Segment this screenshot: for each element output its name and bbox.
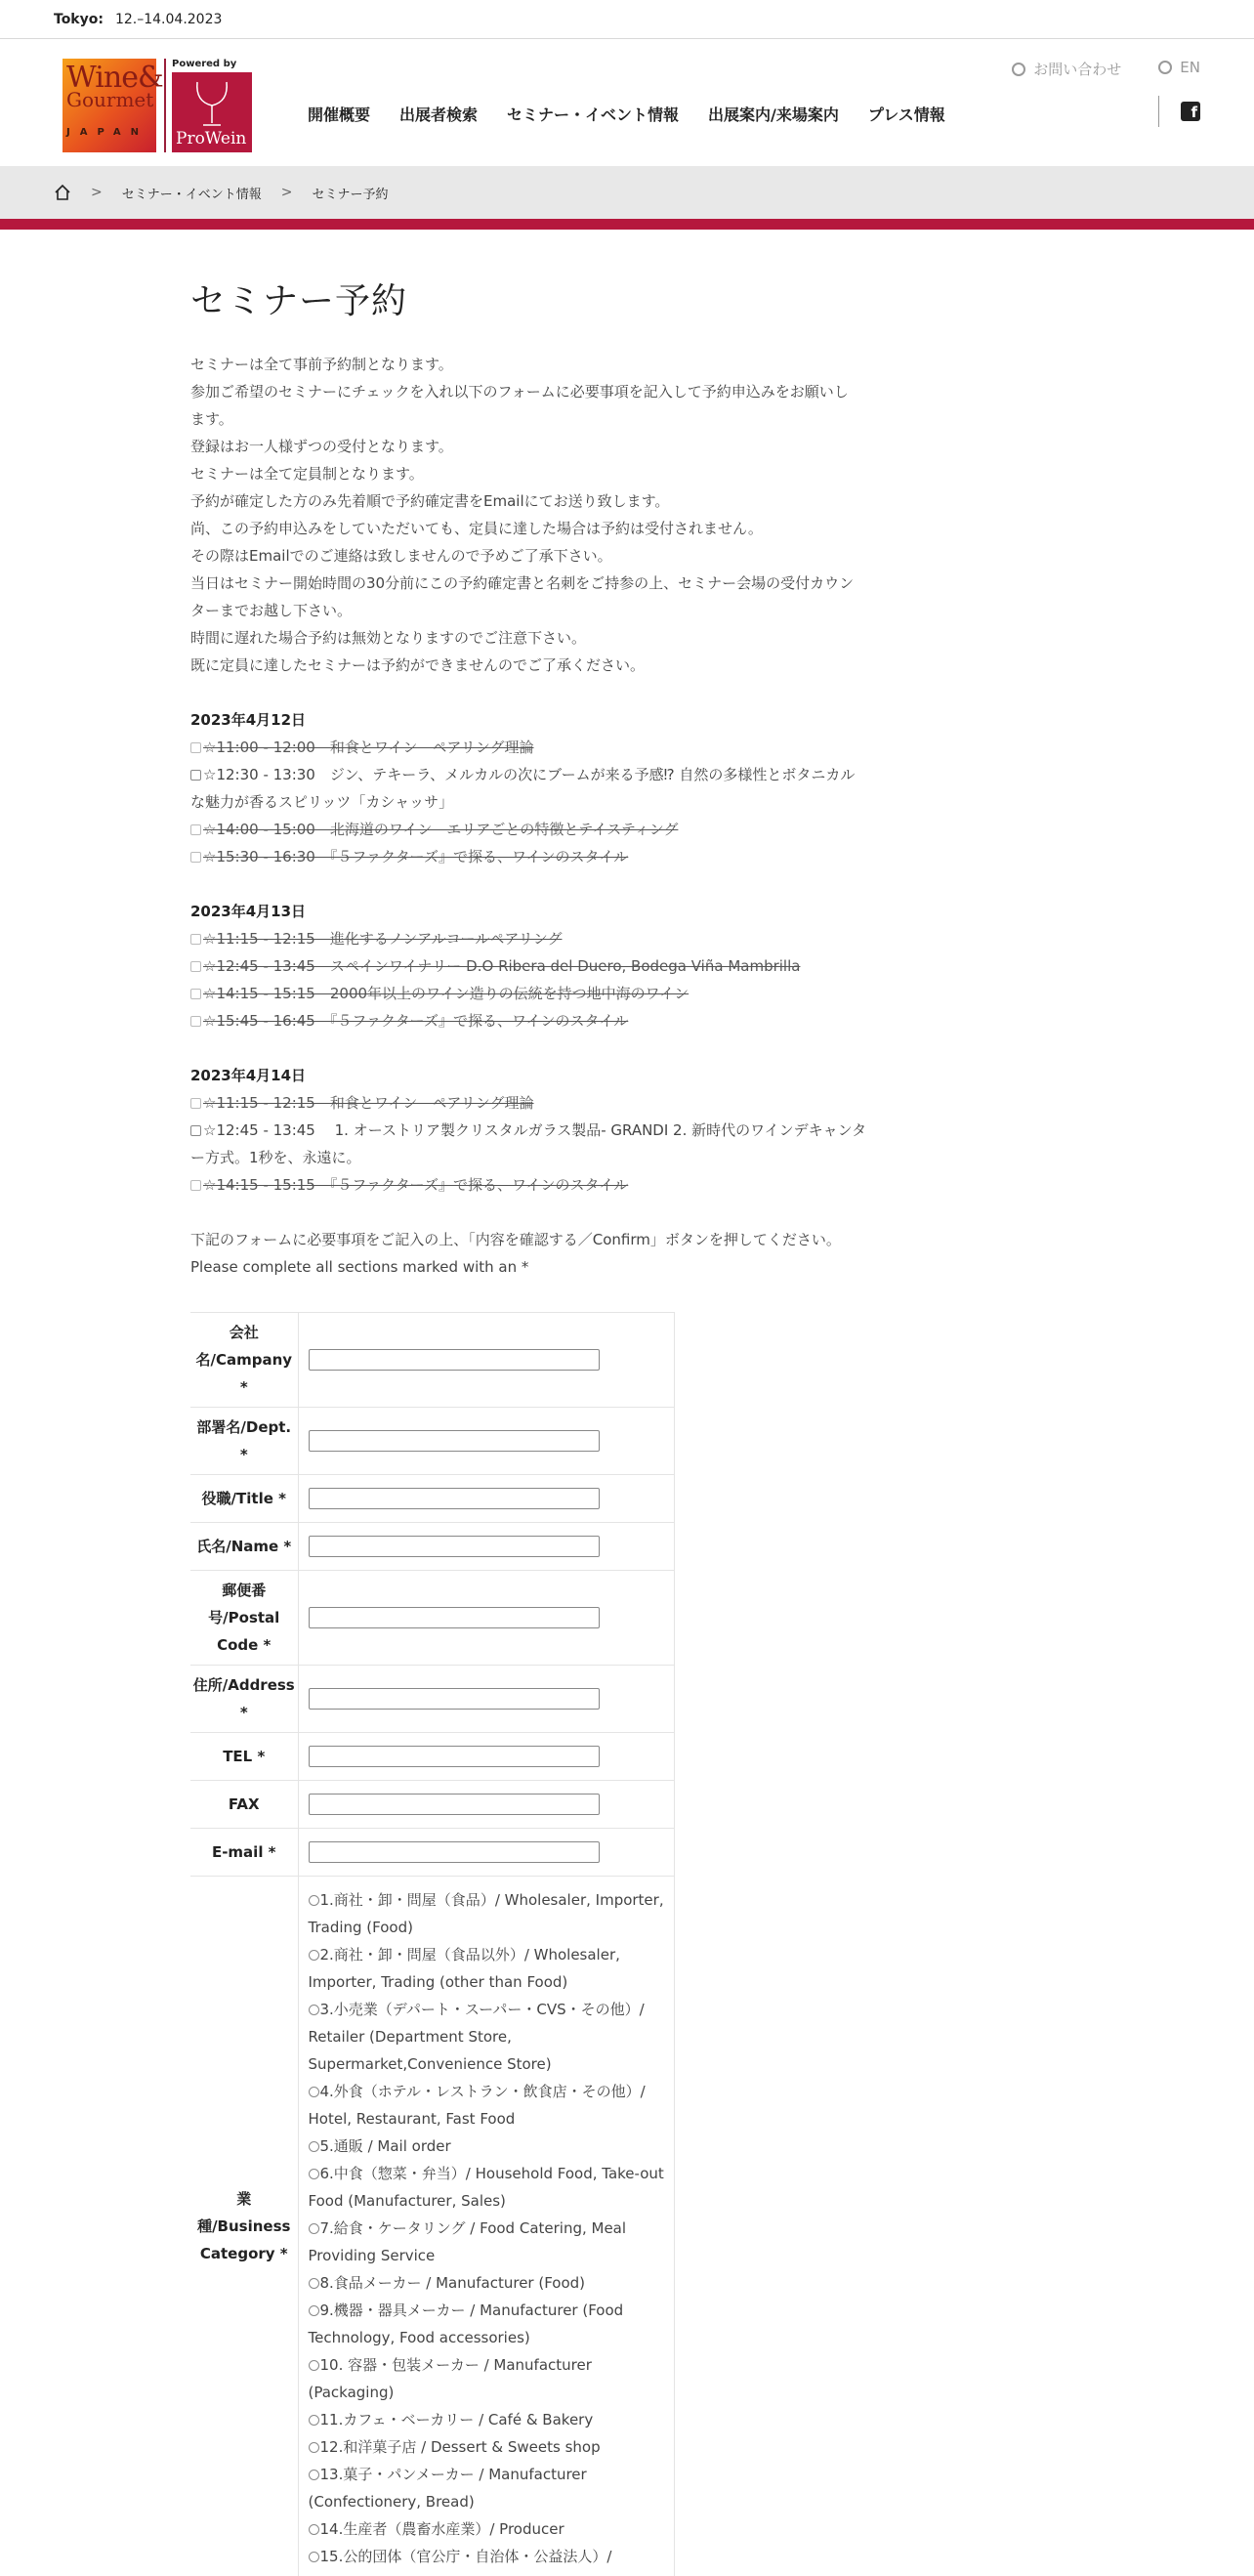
logo-japan-text: JAPAN — [66, 127, 148, 138]
main-nav — [308, 103, 945, 125]
page-title: セミナー予約 — [190, 274, 903, 323]
business-option[interactable] — [309, 2461, 665, 2515]
seminar-item-full — [190, 816, 903, 843]
breadcrumb — [0, 166, 1254, 219]
intro-text — [190, 351, 903, 679]
option-label: 6.中食（惣菜・弁当）/ Household Food, Take-out Food (Manufacturer, Sales) — [309, 2165, 664, 2210]
form-row — [190, 1408, 675, 1475]
field-label: 部署名/Dept. * — [190, 1408, 298, 1475]
seminar-item-full — [190, 843, 903, 870]
name-input[interactable] — [309, 1536, 600, 1557]
seminar-text: ☆11:15 - 12:15 進化するノンアルコールペアリング — [203, 930, 562, 948]
city-label: Tokyo: — [54, 12, 104, 27]
business-option[interactable] — [309, 2543, 665, 2570]
schedule-date: 2023年4月12日 — [190, 706, 903, 734]
instructions-line: Please complete all sections marked with an * — [190, 1253, 903, 1281]
radio-button[interactable] — [309, 2552, 319, 2562]
business-option[interactable] — [309, 2297, 665, 2351]
site-header — [0, 39, 1254, 166]
field-label: 郵便番号/Postal Code * — [190, 1571, 298, 1666]
option-label: 12.和洋菓子店 / Dessert & Sweets shop — [320, 2438, 601, 2456]
field-label: 会社名/Campany * — [190, 1313, 298, 1408]
business-option[interactable] — [309, 2515, 665, 2543]
radio-button[interactable] — [309, 1950, 319, 1961]
powered-by-text: Powered by — [172, 59, 252, 69]
breadcrumb-separator: > — [281, 185, 293, 200]
field-label: 役職/Title * — [190, 1475, 298, 1523]
seminar-text: ☆14:15 - 15:15 2000年以上のワイン造りの伝統を持つ地中海のワイン — [203, 985, 689, 1002]
form-row — [190, 1829, 675, 1877]
radio-button[interactable] — [309, 2169, 319, 2179]
business-option[interactable] — [309, 2269, 665, 2297]
business-option[interactable] — [309, 2133, 665, 2160]
radio-button[interactable] — [309, 2005, 319, 2015]
seminar-item-full — [190, 1089, 903, 1117]
option-label: 14.生産者（農畜水産業）/ Producer — [320, 2520, 564, 2538]
form-row — [190, 1523, 675, 1571]
main-content — [190, 274, 903, 2576]
option-label: 5.通販 / Mail order — [320, 2137, 451, 2155]
contact-label: お問い合わせ — [1033, 61, 1121, 78]
option-label: 2.商社・卸・問屋（食品以外）/ Wholesaler, Importer, Trading (other than Food) — [309, 1946, 620, 1991]
seminar-checkbox-disabled — [190, 824, 201, 835]
seminar-checkbox-disabled — [190, 742, 201, 753]
at-icon — [1012, 63, 1025, 76]
option-label: 7.給食・ケータリング / Food Catering, Meal Providing Service — [309, 2219, 627, 2264]
intro-line: セミナーは全て定員制となります。 — [190, 460, 903, 487]
business-option[interactable] — [309, 2160, 665, 2215]
intro-line: 既に定員に達したセミナーは予約ができませんのでご了承ください。 — [190, 652, 903, 679]
logo-gourmet-text: Gourmet — [66, 88, 153, 111]
option-label: 1.商社・卸・問屋（食品）/ Wholesaler, Importer, Trading (Food) — [309, 1891, 664, 1936]
intro-line: その際はEmailでのご連絡は致しませんので予めご了承下さい。 — [190, 542, 903, 570]
radio-button[interactable] — [309, 2442, 319, 2453]
wine-glass-icon — [193, 80, 230, 129]
business-option[interactable] — [309, 1996, 665, 2078]
intro-line: セミナーは全て事前予約制となります。 — [190, 351, 903, 378]
field-label: 氏名/Name * — [190, 1523, 298, 1571]
field-label: TEL * — [190, 1733, 298, 1781]
form-row — [190, 1571, 675, 1666]
seminar-item-full — [190, 734, 903, 761]
seminar-text: ☆14:00 - 15:00 北海道のワイン エリアごとの特徴とテイスティング — [203, 821, 678, 838]
seminar-text: ☆12:45 - 13:45 1. オーストリア製クリスタルガラス製品- GRANDI 2. 新時代のワインデキャンタ — [203, 1121, 866, 1139]
nav-divider — [1158, 96, 1159, 127]
radio-button[interactable] — [309, 2278, 319, 2289]
site-logo[interactable] — [63, 59, 252, 152]
business-option[interactable] — [309, 2406, 665, 2433]
seminar-text: ☆15:45 - 16:45 『５ファクターズ』で探る、ワインのスタイル — [203, 1012, 628, 1030]
postal-code-input[interactable] — [309, 1607, 600, 1628]
radio-button[interactable] — [309, 1895, 319, 1906]
home-icon[interactable] — [54, 184, 71, 201]
radio-button[interactable] — [309, 2087, 319, 2097]
contact-link[interactable] — [1012, 59, 1121, 79]
option-label: 13.菓子・パンメーカー / Manufacturer (Confectionery, Bread) — [309, 2466, 587, 2511]
intro-line: ます。 — [190, 405, 903, 433]
email-input[interactable] — [309, 1841, 600, 1863]
radio-button[interactable] — [309, 2223, 319, 2234]
seminar-item[interactable] — [190, 1117, 903, 1171]
option-label: 11.カフェ・ベーカリー / Café & Bakery — [320, 2411, 594, 2428]
address-input[interactable] — [309, 1688, 600, 1710]
form-row — [190, 1475, 675, 1523]
seminar-text: ☆12:45 - 13:45 スペインワイナリー D.O Ribera del Duero, Bodega Viña Mambrilla — [203, 957, 800, 975]
seminar-checkbox[interactable] — [190, 770, 201, 781]
radio-button[interactable] — [309, 2305, 319, 2316]
seminar-item-full — [190, 1007, 903, 1035]
seminar-text: ☆11:00 - 12:00 和食とワイン ペアリング理論 — [203, 739, 534, 756]
nav-item-seminars-events[interactable]: セミナー・イベント情報 — [507, 103, 679, 125]
instructions-line: 下記のフォームに必要事項をご記入の上、「内容を確認する／Confirm」ボタンを押してください。 — [190, 1226, 903, 1253]
schedule-date: 2023年4月13日 — [190, 898, 903, 925]
form-instructions — [190, 1226, 903, 1281]
language-label: EN — [1180, 59, 1200, 76]
seminar-text: ☆12:30 - 13:30 ジン、テキーラ、メルカルの次にブームが来る予感⁉ 自然の多様性とボタニカル — [203, 766, 855, 783]
seminar-checkbox-disabled — [190, 1016, 201, 1027]
business-option[interactable] — [309, 1886, 665, 1941]
logo-divider — [164, 59, 166, 152]
accent-bar — [0, 219, 1254, 230]
nav-item-press[interactable]: プレス情報 — [868, 103, 945, 125]
business-option[interactable] — [309, 1941, 665, 1996]
wine-gourmet-logo — [63, 59, 156, 152]
intro-line: 時間に遅れた場合予約は無効となりますのでご注意下さい。 — [190, 624, 903, 652]
option-label: 9.機器・器具メーカー / Manufacturer (Food Technology, Food accessories) — [309, 2302, 624, 2346]
schedule-date: 2023年4月14日 — [190, 1062, 903, 1089]
seminar-item-full — [190, 980, 903, 1007]
seminar-item-full — [190, 1171, 903, 1199]
intro-line: 予約が確定した方のみ先着順で予約確定書をEmailにてお送り致します。 — [190, 487, 903, 515]
prowein-text: ProWein — [176, 129, 246, 148]
registration-form — [190, 1312, 675, 2576]
seminar-text: ☆14:15 - 15:15 『５ファクターズ』で探る、ワインのスタイル — [203, 1176, 628, 1194]
breadcrumb-current: セミナー予約 — [312, 184, 388, 202]
form-row-business — [190, 1877, 675, 2576]
seminar-checkbox-disabled — [190, 961, 201, 972]
field-label: FAX — [190, 1781, 298, 1829]
option-label: 10. 容器・包装メーカー / Manufacturer (Packaging) — [309, 2356, 592, 2401]
tel-input[interactable] — [309, 1746, 600, 1767]
form-row — [190, 1781, 675, 1829]
globe-icon — [1158, 61, 1172, 74]
radio-button[interactable] — [309, 2470, 319, 2480]
seminar-item[interactable] — [190, 761, 903, 816]
prowein-logo — [172, 59, 252, 152]
seminar-item-full — [190, 952, 903, 980]
field-label: 住所/Address * — [190, 1666, 298, 1733]
intro-line: 参加ご希望のセミナーにチェックを入れ以下のフォームに必要事項を記入して予約申込みをお願いし — [190, 378, 903, 405]
topbar — [0, 0, 1254, 39]
department-input[interactable] — [309, 1430, 600, 1452]
business-option[interactable] — [309, 2078, 665, 2133]
seminar-text-cont: ー方式。1秒を、永遠に。 — [190, 1149, 361, 1166]
field-label: E-mail * — [190, 1829, 298, 1877]
logo-wine-text: Wine& — [66, 61, 163, 95]
option-label: 8.食品メーカー / Manufacturer (Food) — [320, 2274, 586, 2292]
business-option[interactable] — [309, 2433, 665, 2461]
breadcrumb-separator: > — [91, 185, 103, 200]
seminar-checkbox-disabled — [190, 989, 201, 999]
radio-button[interactable] — [309, 2141, 319, 2152]
seminar-item-full — [190, 925, 903, 952]
seminar-text: ☆15:30 - 16:30 『５ファクターズ』で探る、ワインのスタイル — [203, 848, 628, 866]
intro-line: ターまでお越し下さい。 — [190, 597, 903, 624]
facebook-icon[interactable]: f — [1181, 102, 1200, 121]
seminar-checkbox-disabled — [190, 852, 201, 863]
radio-button[interactable] — [309, 2415, 319, 2426]
option-label: 4.外食（ホテル・レストラン・飲食店・その他）/ Hotel, Restaurant, Fast Food — [309, 2083, 646, 2128]
company-input[interactable] — [309, 1349, 600, 1371]
business-option[interactable] — [309, 2215, 665, 2269]
seminar-checkbox-disabled — [190, 934, 201, 945]
seminar-text: ☆11:15 - 12:15 和食とワイン ペアリング理論 — [203, 1094, 534, 1112]
language-switch[interactable] — [1158, 59, 1200, 79]
seminar-checkbox-disabled — [190, 1098, 201, 1109]
form-row — [190, 1666, 675, 1733]
nav-item-exhibit-visit-info[interactable]: 出展案内/来場案内 — [708, 103, 839, 125]
header-toplinks — [1012, 59, 1200, 79]
seminar-text-cont: な魅力が香るスピリッツ「カシャッサ」 — [190, 793, 453, 811]
seminar-checkbox-disabled — [190, 1180, 201, 1191]
intro-line: 当日はセミナー開始時間の30分前にこの予約確定書と名刺をご持参の上、セミナー会場の受付カウン — [190, 570, 903, 597]
nav-item-exhibitor-search[interactable]: 出展者検索 — [399, 103, 478, 125]
business-option[interactable] — [309, 2351, 665, 2406]
field-label: 業種/Business Category * — [190, 1877, 298, 2576]
option-label: 3.小売業（デパート・スーパー・CVS・その他）/ Retailer (Department Store, Supermarket,Convenience Store) — [309, 2001, 645, 2073]
event-dates: 12.–14.04.2023 — [115, 12, 222, 27]
seminar-checkbox[interactable] — [190, 1125, 201, 1136]
radio-button[interactable] — [309, 2524, 319, 2535]
option-label: 15.公的団体（官公庁・自治体・公益法人）/ — [320, 2548, 612, 2565]
intro-line: 登録はお一人様ずつの受付となります。 — [190, 433, 903, 460]
form-row — [190, 1733, 675, 1781]
form-row — [190, 1313, 675, 1408]
fax-input[interactable] — [309, 1794, 600, 1815]
nav-item-overview[interactable]: 開催概要 — [308, 103, 370, 125]
intro-line: 尚、この予約申込みをしていただいても、定員に達した場合は予約は受付されません。 — [190, 515, 903, 542]
title-input[interactable] — [309, 1488, 600, 1509]
breadcrumb-seminars[interactable]: セミナー・イベント情報 — [122, 184, 262, 202]
radio-button[interactable] — [309, 2360, 319, 2371]
